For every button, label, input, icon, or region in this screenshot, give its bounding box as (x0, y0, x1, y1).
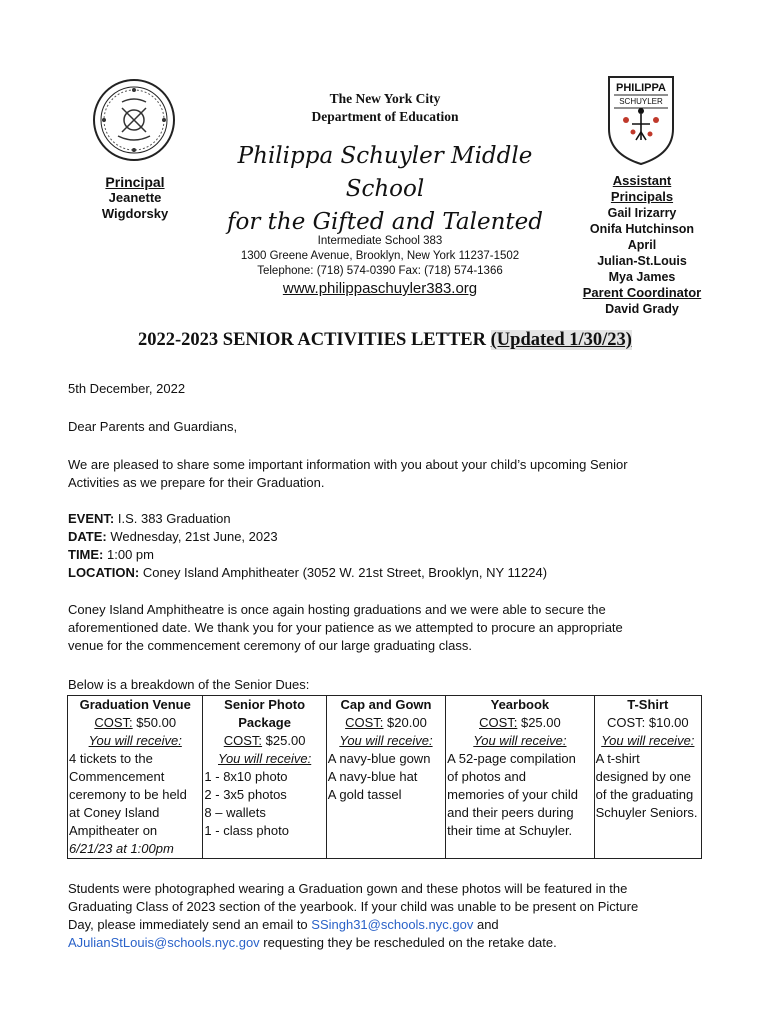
venue-title: Graduation Venue (79, 697, 191, 712)
photo-line-c: 8 – wallets (204, 805, 266, 820)
cap-line-c: A gold tassel (327, 787, 402, 802)
tshirt-title: T-Shirt (627, 697, 669, 712)
date-value: Wednesday, 21st June, 2023 (106, 529, 278, 544)
time-value: 1:00 pm (103, 547, 154, 562)
photo-para-line-3b: and (473, 917, 499, 932)
crest-text-1: PHILIPPA (616, 82, 666, 94)
principal-name-first: Jeanette (108, 190, 162, 205)
assistant-principals-block (572, 173, 712, 317)
venue-receive: You will receive: (88, 733, 182, 748)
yearbook-line-c: memories of your child (447, 787, 578, 802)
ap-name-2: Onifa Hutchinson (589, 222, 695, 236)
phone-fax: Telephone: (718) 574-0390 Fax: (718) 574-1366 (257, 265, 503, 277)
letter-title (40, 330, 730, 351)
cap-gown-cell (326, 696, 445, 859)
street-address: 1300 Greene Avenue, Brooklyn, New York 11237-1502 (240, 250, 520, 262)
intro-line-2: Activities as we prepare for their Graduation. (68, 475, 325, 490)
doe-line: Department of Education (311, 109, 459, 124)
yearbook-cost-label: COST: (479, 715, 518, 730)
photo-cell (203, 696, 326, 859)
dues-intro: Below is a breakdown of the Senior Dues: (68, 677, 310, 692)
venue-line-3: venue for the commencement ceremony of our large graduating class. (68, 638, 472, 653)
ap-name-4: Julian-St.Louis (597, 254, 687, 268)
photo-line-a: 1 - 8x10 photo (204, 769, 288, 784)
principal-name-last: Wigdorsky (101, 206, 169, 221)
venue-line-a: 4 tickets to the (69, 751, 153, 766)
date-label: DATE: (68, 529, 107, 544)
venue-line-e: Ampitheater on (69, 823, 158, 838)
event-value: I.S. 383 Graduation (114, 511, 231, 526)
photo-para-line-4b: requesting they be rescheduled on the retake date. (259, 935, 557, 950)
ap-name-1: Gail Irizarry (607, 206, 677, 220)
yearbook-line-d: and their peers during (447, 805, 574, 820)
yearbook-cost (447, 714, 592, 732)
principal-block (80, 174, 190, 222)
venue-paragraph (68, 601, 718, 655)
cap-cost-label: COST: (345, 715, 384, 730)
venue-cost (69, 714, 201, 732)
photo-cost (204, 732, 324, 750)
photo-para-line-2: Graduating Class of 2023 section of the yearbook. If your child was unable to be present on Picture (68, 899, 639, 914)
cap-line-b: A navy-blue hat (327, 769, 418, 784)
intro-line-1: We are pleased to share some important information with you about your child’s upcoming Senior (68, 457, 628, 472)
nyc-doe-seal (92, 78, 176, 162)
location-line (68, 564, 718, 582)
school-website-link[interactable]: www.philippaschuyler383.org (282, 280, 478, 297)
letter-title-main: 2022-2023 SENIOR ACTIVITIES LETTER (138, 330, 487, 350)
principal-title: Principal (105, 174, 165, 190)
parent-coordinator-title: Parent Coordinator (582, 285, 702, 300)
yearbook-line-b: of photos and (447, 769, 526, 784)
parent-coordinator-name: David Grady (605, 302, 679, 316)
venue-line-c: ceremony to be held (69, 787, 187, 802)
location-value: Coney Island Amphitheater (3052 W. 21st Street, Brooklyn, NY 11224) (139, 565, 548, 580)
cap-cost-value: $20.00 (383, 715, 427, 730)
nyc-doe-heading (250, 90, 520, 126)
photo-line-d: 1 - class photo (204, 823, 289, 838)
yearbook-title: Yearbook (490, 697, 550, 712)
venue-line-b: Commencement (69, 769, 165, 784)
venue-line-1: Coney Island Amphitheatre is once again hosting graduations and we were able to secure the (68, 602, 606, 617)
yearbook-line-a: A 52-page compilation (447, 751, 576, 766)
ap-name-5: Mya James (608, 270, 676, 284)
ap-title-1: Assistant (612, 173, 672, 188)
event-details (68, 510, 718, 582)
event-label: EVENT: (68, 511, 115, 526)
time-label: TIME: (68, 547, 104, 562)
photo-receive: You will receive: (218, 751, 312, 766)
photo-para-line-3a: Day, please immediately send an email to (68, 917, 312, 932)
yearbook-cost-value: $25.00 (517, 715, 561, 730)
tshirt-line-a: A t-shirt (595, 751, 640, 766)
tshirt-cost: COST: $10.00 (606, 715, 689, 730)
tshirt-line-c: of the graduating (595, 787, 694, 802)
yearbook-receive: You will receive: (473, 733, 567, 748)
photo-title-1: Senior Photo (224, 697, 306, 712)
ap-name-3: April (627, 238, 657, 252)
venue-line-f: 6/21/23 at 1:00pm (69, 841, 174, 856)
cap-receive: You will receive: (339, 733, 433, 748)
nyc-line: The New York City (329, 91, 441, 106)
intro-paragraph (68, 456, 718, 492)
senior-dues-table (67, 695, 702, 859)
school-address (215, 234, 545, 279)
table-row (68, 696, 702, 859)
photo-para-line-1: Students were photographed wearing a Graduation gown and these photos will be featured in the (68, 881, 628, 896)
photo-paragraph (68, 880, 718, 952)
location-label: LOCATION: (68, 565, 140, 580)
venue-line-d: at Coney Island (69, 805, 160, 820)
venue-cost-label: COST: (94, 715, 133, 730)
photo-para-line-3 (68, 916, 718, 934)
cap-cost (328, 714, 444, 732)
school-name-line-1: Philippa Schuyler Middle School (237, 143, 533, 202)
tshirt-receive: You will receive: (601, 733, 695, 748)
school-name-line-2: for the Gifted and Talented (227, 209, 543, 235)
tshirt-line-b: designed by one (595, 769, 692, 784)
email-link-singh[interactable]: SSingh31@schools.nyc.gov (311, 917, 474, 932)
yearbook-line-e: their time at Schuyler. (447, 823, 573, 838)
crest-text-2: SCHUYLER (619, 97, 663, 106)
ap-title-2: Principals (610, 189, 674, 204)
event-line (68, 510, 718, 528)
cap-line-a: A navy-blue gown (327, 751, 431, 766)
tshirt-cell (594, 696, 701, 859)
venue-cost-value: $50.00 (132, 715, 177, 730)
date-line (68, 528, 718, 546)
tshirt-line-d: Schuyler Seniors. (595, 805, 698, 820)
school-name (205, 140, 565, 239)
photo-cost-label: COST: (223, 733, 263, 748)
photo-para-line-4 (68, 934, 718, 952)
venue-cell (68, 696, 203, 859)
letter-date: 5th December, 2022 (68, 381, 186, 396)
salutation: Dear Parents and Guardians, (68, 419, 238, 434)
photo-cost-value: $25.00 (262, 733, 306, 748)
email-link-julian-stlouis[interactable]: AJulianStLouis@schools.nyc.gov (68, 935, 260, 950)
photo-title-2: Package (238, 715, 291, 730)
venue-line-2: aforementioned date. We thank you for your patience as we attempted to procure an appropriate (68, 620, 623, 635)
photo-line-b: 2 - 3x5 photos (204, 787, 287, 802)
yearbook-cell (446, 696, 594, 859)
time-line (68, 546, 718, 564)
cap-title: Cap and Gown (340, 697, 432, 712)
school-number: Intermediate School 383 (317, 235, 443, 247)
school-crest-logo (606, 74, 676, 166)
letter-title-updated: (Updated 1/30/23) (490, 330, 632, 350)
